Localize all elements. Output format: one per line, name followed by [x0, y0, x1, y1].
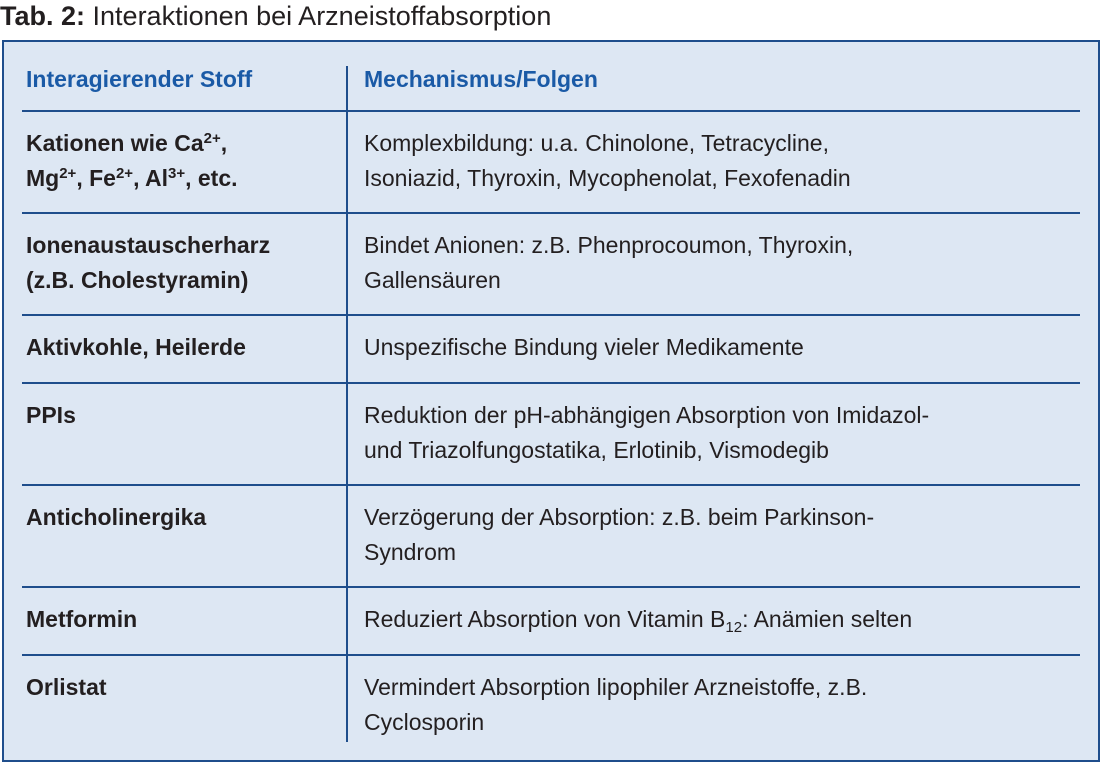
stoff-line: $Mg^{2+}$, $Fe^{2+}$, $Al^{3+}$, etc.	[26, 165, 238, 191]
stoff-line: Anticholinergika	[26, 504, 207, 530]
row-mechanismus	[364, 330, 1076, 365]
row-stoff	[26, 500, 342, 535]
table-row	[22, 112, 1080, 214]
charge-superscript: 3+	[168, 165, 186, 182]
caption-title: Interaktionen bei Arzneistoffabsorption	[92, 1, 552, 31]
row-stoff	[26, 670, 342, 705]
row-mechanismus	[364, 670, 1076, 740]
header-stoff: Interagierender Stoff	[26, 66, 253, 92]
stoff-line: PPIs	[26, 402, 76, 428]
caption-label: Tab. 2:	[0, 1, 86, 31]
mechanismus-line: und Triazolfungostatika, Erlotinib, Vismodegib	[364, 437, 829, 463]
mechanismus-line: Isoniazid, Thyroxin, Mycophenolat, Fexofenadin	[364, 165, 851, 191]
charge-superscript: 2+	[115, 165, 134, 182]
table-row	[22, 588, 1080, 656]
stoff-line: Kationen wie $Ca^{2+}$,	[26, 130, 228, 156]
mechanismus-line: Reduziert Absorption von Vitamin $B_{12}$: Anämien selten	[364, 606, 913, 636]
table-header-row	[22, 52, 1080, 112]
table-frame	[2, 40, 1100, 762]
row-stoff	[26, 330, 342, 365]
table-row	[22, 214, 1080, 316]
mechanismus-line: Bindet Anionen: z.B. Phenprocoumon, Thyroxin,	[364, 232, 854, 258]
stoff-line: Orlistat	[26, 674, 107, 700]
row-mechanismus	[364, 126, 1076, 196]
charge-superscript: 2+	[59, 165, 77, 182]
row-stoff	[26, 228, 342, 298]
row-mechanismus	[364, 398, 1076, 468]
mechanismus-line: Vermindert Absorption lipophiler Arzneistoffe, z.B.	[364, 674, 868, 700]
stoff-line: (z.B. Cholestyramin)	[26, 267, 249, 293]
row-mechanismus	[364, 500, 1076, 570]
mechanismus-line: Gallensäuren	[364, 267, 501, 293]
table-row	[22, 316, 1080, 384]
stoff-line: Aktivkohle, Heilerde	[26, 334, 246, 360]
charge-superscript: 2+	[203, 130, 221, 147]
row-stoff	[26, 602, 342, 637]
mechanismus-line: Syndrom	[364, 539, 457, 565]
row-mechanismus	[364, 228, 1076, 298]
row-stoff	[26, 126, 342, 196]
row-stoff	[26, 398, 342, 433]
mechanismus-line: Verzögerung der Absorption: z.B. beim Parkinson-	[364, 504, 875, 530]
row-mechanismus	[364, 602, 1076, 637]
header-mechanismus: Mechanismus/Folgen	[364, 66, 598, 92]
table-row	[22, 384, 1080, 486]
stoff-line: Metformin	[26, 606, 138, 632]
table-row	[22, 656, 1080, 758]
table-row	[22, 486, 1080, 588]
table-caption	[0, 0, 551, 36]
mechanismus-line: Reduktion der pH-abhängigen Absorption von Imidazol-	[364, 402, 930, 428]
mechanismus-line: Komplexbildung: u.a. Chinolone, Tetracycline,	[364, 130, 829, 156]
vitamin-subscript: 12	[725, 619, 743, 636]
mechanismus-line: Cyclosporin	[364, 709, 485, 735]
stoff-line: Ionenaustauscherharz	[26, 232, 271, 258]
mechanismus-line: Unspezifische Bindung vieler Medikamente	[364, 334, 804, 360]
